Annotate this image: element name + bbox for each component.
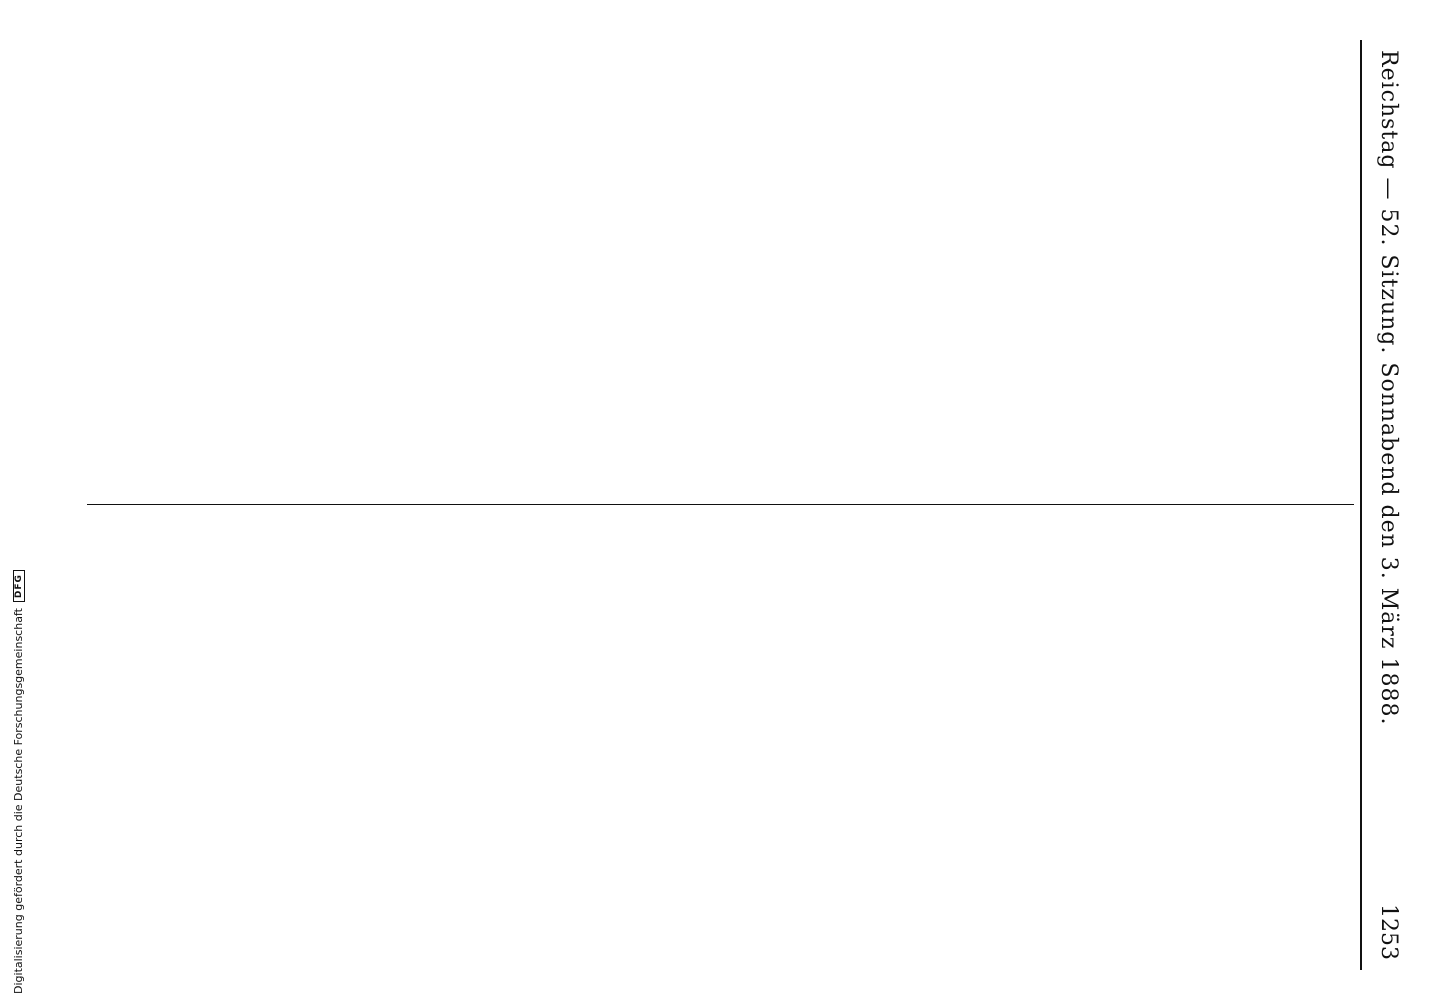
column-divider xyxy=(87,504,1354,505)
credit-text: Digitalisierung gefördert durch die Deutsche Forschungsgemeinschaft xyxy=(12,608,25,994)
session-date: Sonnabend den 3. März 1888. xyxy=(1376,362,1402,726)
dfg-logo: DFG xyxy=(13,570,25,602)
session-number: — 52. Sitzung. xyxy=(1376,177,1402,355)
header-title xyxy=(1377,50,1402,725)
text-column-right xyxy=(87,522,1346,962)
page-number: 1253 xyxy=(1376,904,1402,960)
digitization-credit xyxy=(12,570,25,994)
scanned-page xyxy=(77,30,1412,980)
page-header xyxy=(1366,30,1412,980)
text-column-left xyxy=(87,48,1346,488)
header-rule xyxy=(1360,40,1362,970)
chamber-name: Reichstag xyxy=(1376,50,1402,170)
